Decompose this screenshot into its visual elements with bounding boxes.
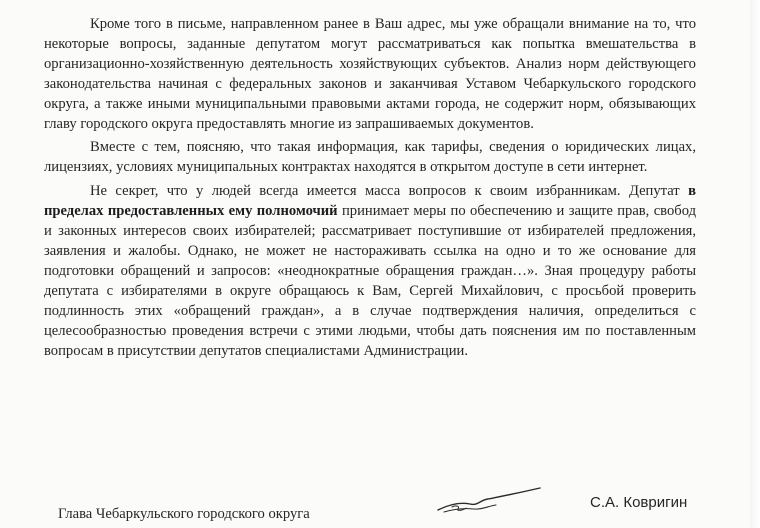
letter-body bbox=[44, 15, 696, 361]
paragraph-3-line-10: встречи с этими людьми, чтобы дать пояснения им по поставленным вопросам в bbox=[44, 322, 696, 359]
paragraph-1-line-8: документов. bbox=[457, 115, 534, 132]
paragraph-1-line-2: внимание на то, что некоторые вопросы, заданные депутатом могут рассматриваться bbox=[44, 16, 696, 52]
signatory-name: С.А. Ковригин bbox=[590, 494, 688, 511]
paragraph-3-line-11: присутствии депутатов специалистами Администрации. bbox=[117, 342, 468, 359]
signatory-title: Глава Чебаркульского городского округа bbox=[58, 506, 310, 522]
page-edge-shadow bbox=[750, 0, 760, 528]
paragraph-3-line-2-after: принимает меры по bbox=[337, 203, 466, 220]
paragraph-3-line-6: подготовки обращений и запросов: «неоднократные обращения граждан…». Зная bbox=[44, 262, 573, 279]
paragraph-3-line-2-before: Депутат bbox=[628, 183, 689, 200]
paragraph-1-line-1: Кроме того в письме, направленном ранее в Ваш адрес, мы уже обращали bbox=[90, 16, 564, 32]
paragraph-3 bbox=[44, 182, 696, 361]
paragraph-3-line-1: Не секрет, что у людей всегда имеется масса вопросов к своим избранникам. bbox=[90, 183, 621, 200]
paragraph-1-line-5: федеральных законов и заканчивая Уставом Чебаркульского городского округа, а bbox=[44, 75, 697, 112]
paragraph-2-line-3: открытом доступе в сети интернет. bbox=[430, 159, 648, 176]
paragraph-2-line-2: юридических лицах, лицензиях, условиях муниципальных контрактах находятся в bbox=[44, 139, 696, 176]
paragraph-3-line-4: рассматривает поступившие от избирателей предложения, заявления и жалобы. bbox=[44, 223, 696, 259]
paragraph-1-line-4: хозяйствующих субъектов. Анализ норм действующего законодательства начиная с bbox=[44, 55, 696, 92]
paragraph-2 bbox=[44, 138, 696, 178]
emphasis-powers: в пределах предоставленных ему полномочий bbox=[44, 183, 696, 220]
paragraph-1 bbox=[44, 15, 696, 134]
paragraph-3-line-8: Михайлович, с просьбой проверить подлинность этих «обращений граждан», а в bbox=[44, 282, 696, 319]
paragraph-3-line-9: случае подтверждения наличия, определиться с целесообразностью проведения bbox=[44, 302, 696, 339]
paragraph-1-line-7: обязывающих главу городского округа предоставлять многие из запрашиваемых bbox=[44, 95, 696, 132]
paragraph-3-line-7: процедуру работы депутата с избирателями в округе обращаюсь к Вам, Сергей bbox=[44, 262, 696, 299]
paragraph-2-line-1: Вместе с тем, поясняю, что такая информация, как тарифы, сведения о bbox=[90, 139, 559, 156]
signature-block bbox=[0, 482, 760, 528]
paragraph-3-line-3: обеспечению и защите прав, свобод и законных интересов своих избирателей; bbox=[44, 203, 696, 240]
paragraph-1-line-3: как попытка вмешательства в организационно-хозяйственную деятельность bbox=[44, 35, 697, 72]
handwritten-signature-mark bbox=[430, 482, 550, 518]
paragraph-1-line-6: также иными муниципальными правовыми актами города, не содержит норм, bbox=[105, 95, 604, 112]
paragraph-3-line-5: Однако, не может не настораживать ссылка на одно и то же основание для bbox=[187, 242, 696, 259]
